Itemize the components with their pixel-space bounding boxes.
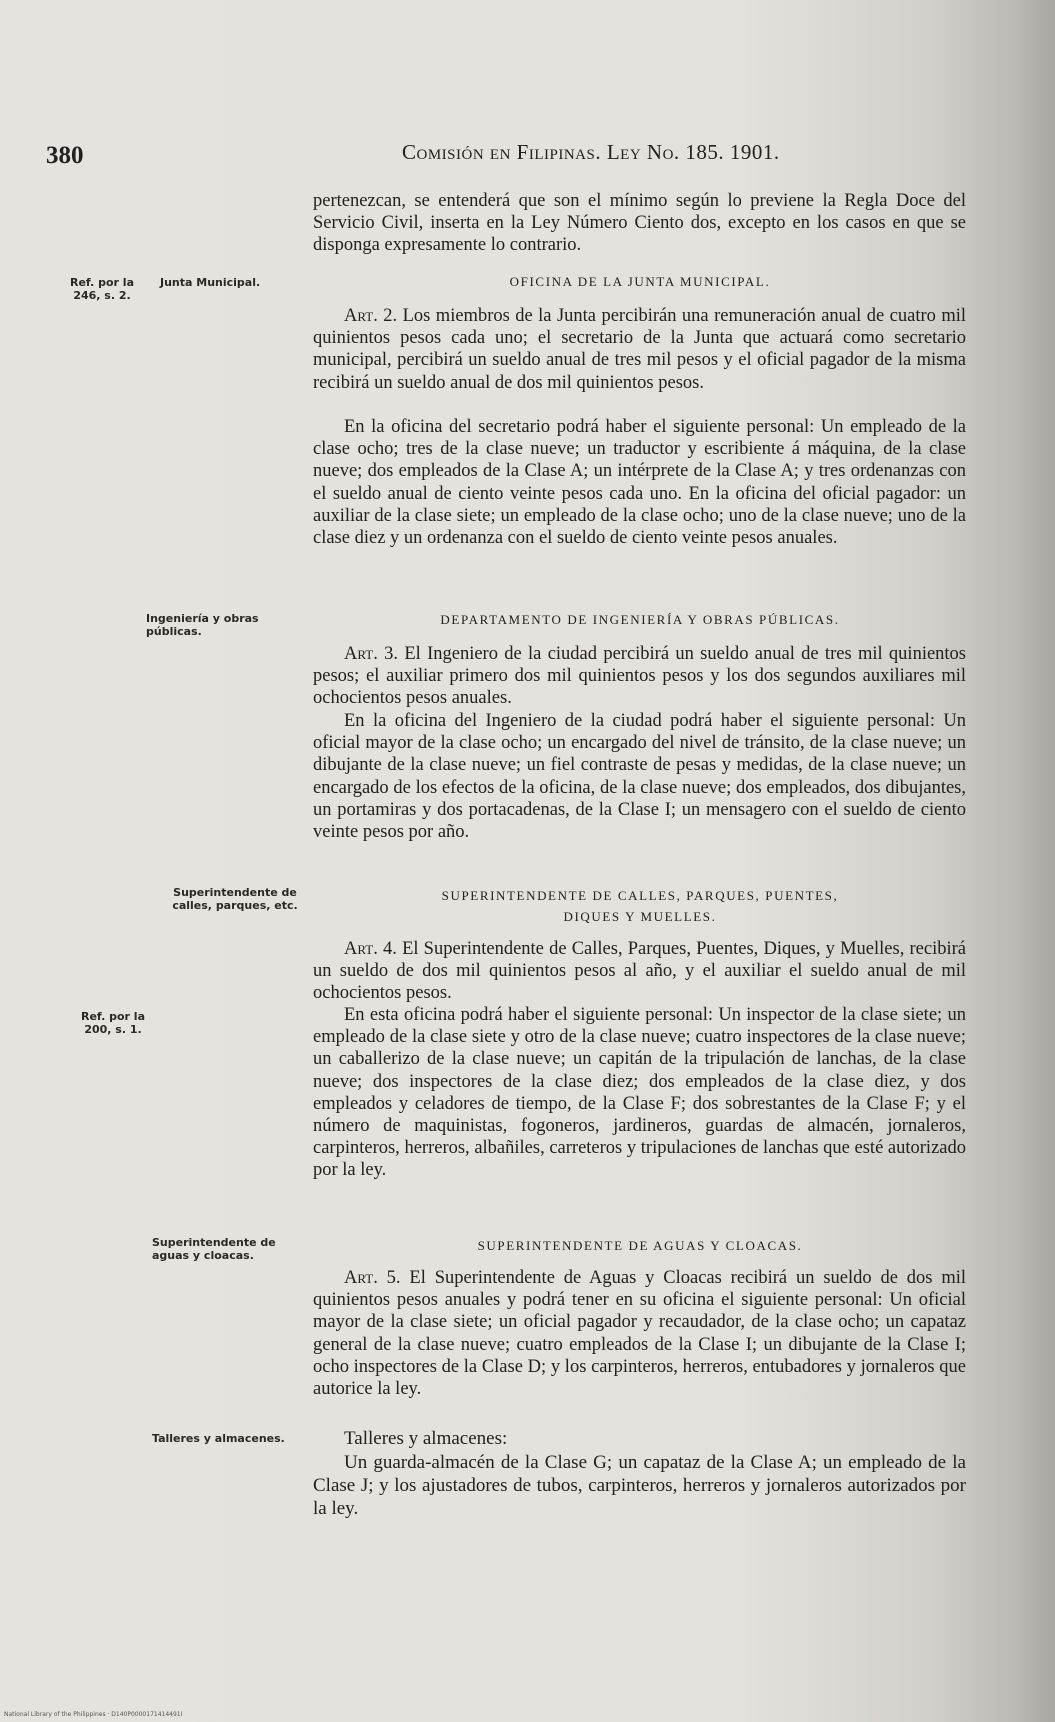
- heading-ingenieria: DEPARTAMENTO DE INGENIERÍA Y OBRAS PÚBLICAS.: [440, 612, 840, 627]
- art4-paragraph-2: En esta oficina podrá haber el siguiente personal: Un inspector de la clase siete; un empleado de la clase siete y otro de la clase nueve; cuatro inspectores de la clase nueve; un caballerizo de la clase nueve; un capitán de la tripulación de lanchas, de la clase nueve; dos inspectores de la clase diez; dos empleados de la clase diez, y dos empleados y celadores de tiempo, de la Clase F; dos sobrestantes de la Clase F; y el número de maquinistas, fogoneros, jardineros, guardas de almacén, jornaleros, carpinteros, herreros, albañiles, carreteros y tripulaciones de lanchas que esté autorizado por la ley.: [313, 1005, 966, 1181]
- sidenote-ingenieria: Ingeniería y obras públicas.: [146, 612, 259, 638]
- art4-label: Art. 4.: [344, 939, 397, 959]
- sidenote-ref-200: Ref. por la 200, s. 1.: [80, 1010, 145, 1036]
- art4-paragraph-1: [313, 938, 966, 1005]
- art3-paragraph-1: [313, 643, 966, 710]
- art2-paragraph-2: En la oficina del secretario podrá haber el siguiente personal: Un empleado de la clase ocho; tres de la clase nueve; un traductor y escribiente á máquina, de la clase nueve; dos empleados de la Clase A; un intérprete de la Clase A; y tres ordenanzas con el sueldo anual de ciento veinte pesos cada uno. En la oficina del oficial pagador: un auxiliar de la clase siete; un empleado de la clase ocho; uno de la clase nueve; uno de la clase diez y un ordenanza con el sueldo de ciento veinte pesos anuales.: [313, 417, 966, 549]
- art3-text-1: El Ingeniero de la ciudad percibirá un sueldo anual de tres mil quinientos pesos; el auxiliar primero dos mil quinientos pesos y los dos segundos auxiliares mil ochocientos pesos anuales.: [313, 644, 967, 709]
- running-head: [0, 140, 1055, 174]
- sidenote-talleres: Talleres y almacenes.: [152, 1432, 285, 1445]
- sidenote-junta-municipal: Junta Municipal.: [160, 276, 261, 289]
- art5-paragraph-1: [313, 1267, 966, 1400]
- page-number: 380: [46, 142, 84, 169]
- sidenote-superintendente-aguas: Superintendente de aguas y cloacas.: [152, 1236, 276, 1262]
- art2-paragraph-1: [313, 305, 966, 394]
- running-head-title: Comisión en Filipinas. Ley No. 185. 1901.: [402, 140, 780, 164]
- art4-text-1: El Superintendente de Calles, Parques, Puentes, Diques, y Muelles, recibirá un sueldo de dos mil quinientos pesos al año, y el auxiliar el sueldo anual de mil ochocientos pesos.: [313, 939, 966, 1004]
- heading-calles-line-1: SUPERINTENDENTE DE CALLES, PARQUES, PUENTES,: [441, 888, 839, 903]
- art2-text-1: Los miembros de la Junta percibirán una remuneración anual de cuatro mil quinientos pesos cada uno; el secretario de la Junta que actuará como secretario municipal, percibirá un sueldo anual de tres mil pesos y el oficial pagador de la misma recibirá un sueldo anual de dos mil quinientos pesos.: [313, 306, 966, 393]
- scan-credit: National Library of the Philippines · D140P0000171414491I: [4, 1711, 183, 1718]
- talleres-paragraph: Un guarda-almacén de la Clase G; un capataz de la Clase A; un empleado de la Clase J; y los ajustadores de tubos, carpinteros, herreros y jornaleros autorizados por la ley.: [313, 1452, 966, 1519]
- art3-paragraph-2: En la oficina del Ingeniero de la ciudad podrá haber el siguiente personal: Un oficial mayor de la clase ocho; un encargado del nivel de tránsito, de la clase nueve; un dibujante de la clase nueve; un fiel contraste de pesas y medidas, de la clase nueve; un encargado de los efectos de la oficina, de la clase nueve; dos empleados, dos dibujantes, un portamiras y dos portacadenas, de la Clase I; un mensagero con el sueldo de ciento veinte pesos por año.: [313, 711, 966, 843]
- intro-paragraph: pertenezcan, se entenderá que son el mínimo según lo previene la Regla Doce del Servicio Civil, inserta en la Ley Número Ciento dos, excepto en los casos en que se disponga expresamente lo contrario.: [313, 191, 966, 256]
- art5-label: Art. 5.: [344, 1268, 401, 1288]
- art5-text-1: El Superintendente de Aguas y Cloacas recibirá un sueldo de dos mil quinientos pesos anuales y podrá tener en su oficina el siguiente personal: Un oficial mayor de la clase siete; un oficial pagador y recaudador, de la clase ocho; un capataz general de la clase nueve; cuatro empleados de la Clase I; un dibujante de la Clase I; ocho inspectores de la Clase D; y los carpinteros, herreros, entubadores y jornaleros que autorice la ley.: [313, 1268, 967, 1400]
- heading-junta-municipal: OFICINA DE LA JUNTA MUNICIPAL.: [509, 274, 771, 289]
- sidenote-superintendente-calles: Superintendente de calles, parques, etc.: [172, 886, 298, 912]
- heading-aguas: SUPERINTENDENTE DE AGUAS Y CLOACAS.: [477, 1238, 803, 1253]
- heading-calles-line-2: DIQUES Y MUELLES.: [563, 909, 717, 924]
- sidenote-ref-246: Ref. por la 246, s. 2.: [69, 276, 134, 302]
- art2-label: Art. 2.: [344, 306, 398, 326]
- art3-label: Art. 3.: [344, 644, 399, 664]
- talleres-intro: Talleres y almacenes:: [344, 1428, 508, 1449]
